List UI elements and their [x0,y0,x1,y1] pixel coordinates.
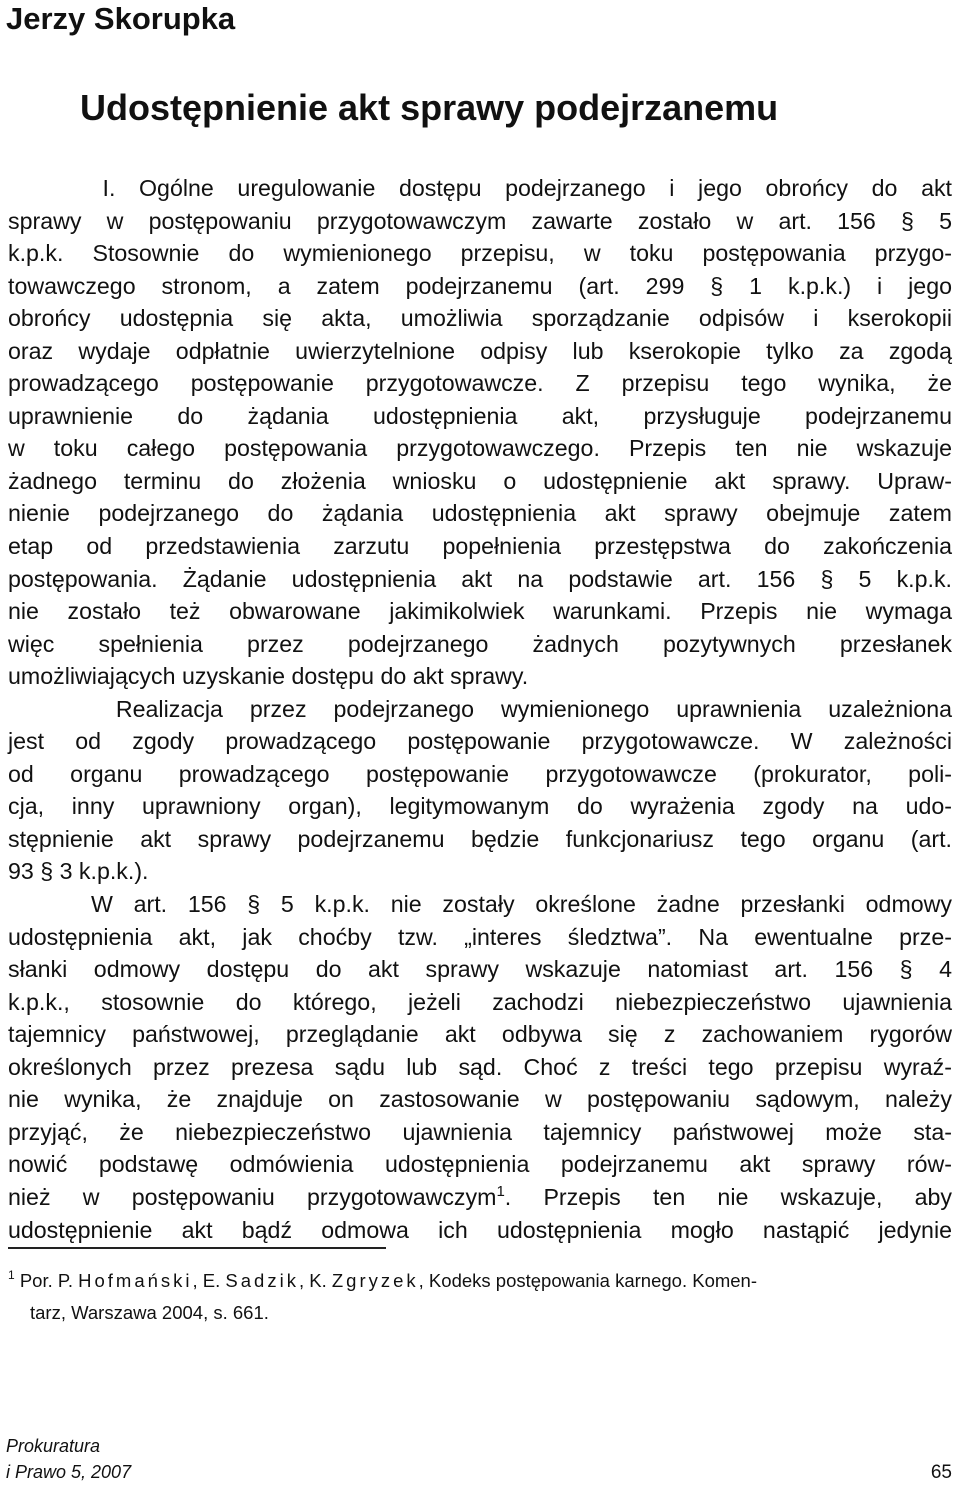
footnote [8,1265,954,1329]
footnote-divider [8,1247,386,1249]
text-line: obrońcy udostępnia się akta, umożliwia sporządzanie odpisów i kserokopii [8,305,952,332]
text-line: etap od przedstawienia zarzutu popełnienia przestępstwa do zakończenia [8,533,952,560]
page-number: 65 [930,1462,952,1483]
text-line: Realizacja przez podejrzanego wymienionego uprawnienia uzależniona [8,695,952,722]
journal-issue: i Prawo 5, 2007 [6,1462,132,1482]
text-line: od organu prowadzącego postępowanie przygotowawcze (prokurator, poli- [8,760,952,787]
article-body [8,172,952,1246]
footnote-author: Zgryzek [331,1270,419,1291]
text-line: k.p.k., stosownie do którego, jeżeli zachodzi niebezpieczeństwo ujawnienia [8,988,952,1015]
text-line: udostępnienia akt, jak choćby tzw. „interes śledztwa”. Na ewentualne prze- [8,923,952,950]
text-line: 93 § 3 k.p.k.). [8,858,149,885]
footnote-author: Hofmański [78,1270,193,1291]
footnote-line: tarz, Warszawa 2004, s. 661. [30,1302,269,1323]
text-line: nowić podstawę odmówienia udostępnienia podejrzanemu akt sprawy rów- [8,1151,952,1178]
text-line: przyjąć, że niebezpieczeństwo ujawnienia tajemnicy państwowej może sta- [8,1118,952,1145]
text-line: prowadzącego postępowanie przygotowawcze. Z przepisu tego wynika, że [8,370,952,397]
footnote-reference: 1 [496,1182,505,1200]
text-line: uprawnienie do żądania udostępnienia akt, przysługuje podejrzanemu [8,402,952,429]
journal-name: Prokuratura [6,1436,101,1456]
journal-info [6,1433,131,1485]
text-line: nież w postępowaniu przygotowawczym$^1$. Przepis ten nie wskazuje, aby [8,1182,952,1210]
text-line: żadnego terminu do złożenia wniosku o udostępnienie akt sprawy. Upraw- [8,467,952,494]
text-line: I. Ogólne uregulowanie dostępu podejrzanego i jego obrońcy do akt [8,175,952,201]
text-line: sprawy w postępowaniu przygotowawczym zawarte zostało w art. 156 § 5 [8,207,952,234]
text-line: więc spełnienia przez podejrzanego żadnych pozytywnych przesłanek [8,630,952,657]
text-line: udostępnienie akt bądź odmowa ich udostępnienia mogło nastąpić jedynie [8,1216,952,1243]
text-line: umożliwiających uzyskanie dostępu do akt sprawy. [8,663,529,690]
footnote-author: Sadzik [225,1270,299,1291]
footnote-marker: 1 [8,1268,15,1282]
text-line: postępowania. Żądanie udostępnienia akt na podstawie art. 156 § 5 k.p.k. [8,565,952,592]
text-line: nie wynika, że znajduje on zastosowanie w postępowaniu sądowym, należy [8,1086,952,1113]
text-line: określonych przez prezesa sądu lub sąd. Choć z treści tego przepisu wyraź- [8,1053,952,1080]
text-line: W art. 156 § 5 k.p.k. nie zostały określone żadne przesłanki odmowy [8,891,952,918]
text-line: tajemnicy państwowej, przeglądanie akt odbywa się z zachowaniem rygorów [8,1021,952,1048]
author-name: Jerzy Skorupka [6,1,236,36]
text-line: towawczego stronom, a zatem podejrzanemu (art. 299 § 1 k.p.k.) i jego [8,272,952,299]
text-line: cja, inny uprawniony organ), legitymowanym do wyrażenia zgody na udo- [8,793,952,820]
footnote-line: $^1$ Por. P. Hofmański, E. Sadzik, K. Zgryzek, Kodeks postępowania karnego. Komen- [8,1268,758,1291]
text-line: słanki odmowy dostępu do akt sprawy wskazuje natomiast art. 156 § 4 [8,956,952,983]
text-line: w toku całego postępowania przygotowawczego. Przepis ten nie wskazuje [8,435,952,462]
text-line: nienie podejrzanego do żądania udostępnienia akt sprawy obejmuje zatem [8,500,952,527]
text-line: k.p.k. Stosownie do wymienionego przepisu, w toku postępowania przygo- [8,240,952,267]
article-title: Udostępnienie akt sprawy podejrzanemu [80,87,779,128]
text-line: jest od zgody prowadzącego postępowanie przygotowawcze. W zależności [8,728,952,755]
text-line: stępnienie akt sprawy podejrzanemu będzie funkcjonariusz tego organu (art. [8,825,952,852]
text-line: oraz wydaje odpłatnie uwierzytelnione odpisy lub kserokopie tylko za zgodą [8,337,952,364]
text-line: nie zostało też obwarowane jakimikolwiek warunkami. Przepis nie wymaga [8,598,952,625]
